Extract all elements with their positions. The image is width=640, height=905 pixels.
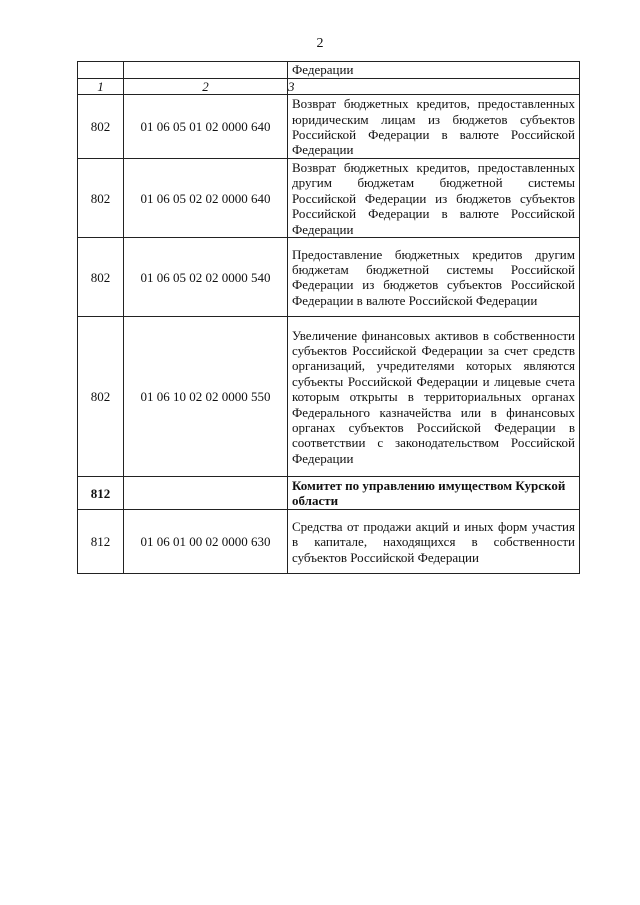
continuation-text: Федерации xyxy=(288,62,580,79)
column-number-1: 1 xyxy=(78,79,124,95)
continuation-row xyxy=(78,62,580,79)
admin-name: Комитет по управлению имуществом Курской области xyxy=(288,477,580,510)
admin-code: 812 xyxy=(78,477,124,510)
classification-code: 01 06 01 00 02 0000 630 xyxy=(124,510,288,574)
admin-code: 802 xyxy=(78,95,124,159)
source-name: Увеличение финансовых активов в собственности субъектов Российской Федерации за счет средств организаций, учредителями которых являются субъекты Российской Федерации и лицевые счета которым открыты в территориальных органах Федерального казначейства или в финансовых органах субъектов Российской Федерации в соответствии с законодательством Российской Федерации xyxy=(288,317,580,477)
table-row xyxy=(78,95,580,159)
admin-code: 802 xyxy=(78,159,124,238)
classification-code: 01 06 05 01 02 0000 640 xyxy=(124,95,288,159)
admin-code: 802 xyxy=(78,238,124,317)
source-name: Возврат бюджетных кредитов, предоставленных другим бюджетам бюджетной системы Российской Федерации из бюджетов субъектов Российской Федерации в валюте Российской Федерации xyxy=(288,159,580,238)
column-number-3: 3 xyxy=(288,79,580,95)
page-number: 2 xyxy=(316,36,324,51)
classification-code: 01 06 10 02 02 0000 550 xyxy=(124,317,288,477)
column-number-2: 2 xyxy=(124,79,288,95)
source-name: Возврат бюджетных кредитов, предоставленных юридическим лицам из бюджетов субъектов Российской Федерации в валюте Российской Федерации xyxy=(288,95,580,159)
column-number-row xyxy=(78,79,580,95)
table-cell xyxy=(78,62,124,79)
table-row xyxy=(78,159,580,238)
admin-code: 812 xyxy=(78,510,124,574)
classification-code: 01 06 05 02 02 0000 540 xyxy=(124,238,288,317)
table-row xyxy=(78,317,580,477)
source-name: Предоставление бюджетных кредитов другим бюджетам бюджетной системы Российской Федерации из бюджетов субъектов Российской Федерации в валюте Российской Федерации xyxy=(288,238,580,317)
classification-code xyxy=(124,477,288,510)
table-row xyxy=(78,238,580,317)
classification-code: 01 06 05 02 02 0000 640 xyxy=(124,159,288,238)
admin-code: 802 xyxy=(78,317,124,477)
source-name: Средства от продажи акций и иных форм участия в капитале, находящихся в собственности субъектов Российской Федерации xyxy=(288,510,580,574)
budget-sources-table xyxy=(77,61,580,574)
table-row xyxy=(78,477,580,510)
table-cell xyxy=(124,62,288,79)
table-row xyxy=(78,510,580,574)
